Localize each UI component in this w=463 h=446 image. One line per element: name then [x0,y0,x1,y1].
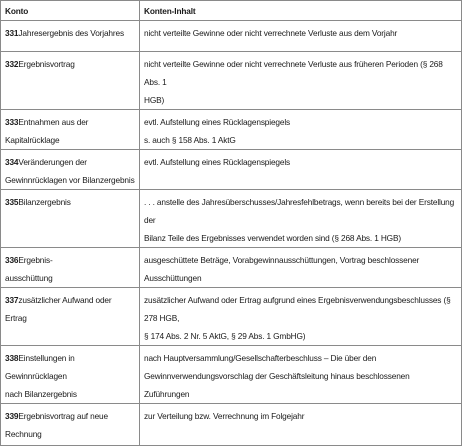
table-row [1,190,462,248]
account-content-line: Gewinnverwendungsvorschlag der Geschäftsleitung hinaus beschlossenen Zuführungen [144,371,410,399]
account-name: zusätzlicher Aufwand oder Ertrag [5,295,112,323]
table-row [1,21,462,52]
account-name-line [5,251,135,269]
account-name-line [5,425,135,443]
account-number: 332 [5,59,19,69]
account-number: 333 [5,117,19,127]
account-content-cell [140,190,462,248]
account-content-line: nicht verteilte Gewinne oder nicht verrechnete Verluste aus früheren Perioden (§ 268 Abs. 1 [144,59,443,87]
account-name-line [5,269,135,287]
account-cell [1,150,140,190]
account-content-cell [140,52,462,110]
account-number: 331 [5,28,19,38]
account-cell [1,404,140,446]
table-row [1,110,462,150]
account-content-cell [140,110,462,150]
account-content-line: § 174 Abs. 2 Nr. 5 AktG, § 29 Abs. 1 GmbHG) [144,331,306,341]
account-name-line [5,153,135,171]
table-row [1,248,462,288]
account-number: 334 [5,157,19,167]
account-cell [1,346,140,404]
table-row [1,346,462,404]
account-content-cell [140,150,462,190]
account-name-line [5,131,135,149]
account-content-line: . . . anstelle des Jahresüberschusses/Jahresfehlbetrags, wenn bereits bei der Erstellung der [144,197,455,225]
account-cell [1,248,140,288]
account-cell [1,21,140,52]
account-cell [1,190,140,248]
account-content-line: zur Verteilung bzw. Verrechnung im Folgejahr [144,411,305,421]
account-content-line: HGB) [144,95,165,105]
account-name-line [5,55,135,73]
table-row [1,52,462,110]
account-content-line: evtl. Aufstellung eines Rücklagenspiegels [144,157,291,167]
account-name: Rechnung [5,429,42,439]
account-name-line [5,385,135,403]
account-name-line [5,113,135,131]
account-name: Entnahmen aus der [18,117,89,127]
account-content-cell [140,288,462,346]
account-content-cell [140,248,462,288]
account-number: 335 [5,197,19,207]
account-content-cell [140,404,462,446]
account-name: ausschüttung [5,273,53,283]
column-header-konto: Konto [1,1,140,21]
table-header-row [1,1,462,21]
column-header-inhalt: Konten-Inhalt [140,1,462,21]
account-content-line: evtl. Aufstellung eines Rücklagenspiegels [144,117,291,127]
account-content-line: ausgeschüttete Beträge, Vorabgewinnausschüttungen, Vortrag beschlossener Ausschüttungen [144,255,420,283]
account-content-cell [140,21,462,52]
account-content-cell [140,346,462,404]
table-row [1,404,462,446]
account-content-line: Bilanz Teile des Ergebnisses verwendet worden sind (§ 268 Abs. 1 HGB) [144,233,401,243]
account-name-line [5,407,135,425]
table-row [1,150,462,190]
account-name: Ergebnisvortrag [18,59,75,69]
account-number: 336 [5,255,19,265]
account-content-line: nach Hauptversammlung/Gesellschafterbeschluss – Die über den [144,353,377,363]
account-name-line [5,24,135,42]
account-name: Veränderungen der [18,157,87,167]
account-content-line: zusätzlicher Aufwand oder Ertrag aufgrund eines Ergebnisverwendungsbeschlusses (§ 278 HGB, [144,295,451,323]
account-name: Bilanzergebnis [18,197,71,207]
account-name: nach Bilanzergebnis [5,389,77,399]
account-name-line [5,291,135,327]
account-name: Jahresergebnis des Vorjahres [18,28,124,38]
account-number: 339 [5,411,19,421]
account-number: 338 [5,353,19,363]
account-number: 337 [5,295,19,305]
account-name: Kapitalrücklage [5,135,60,145]
account-name: Ergebnis- [18,255,53,265]
account-content-line: s. auch § 158 Abs. 1 AktG [144,135,236,145]
account-name-line [5,193,135,211]
account-cell [1,110,140,150]
account-name: Ergebnisvortrag auf neue [18,411,108,421]
account-name: Einstellungen in Gewinnrücklagen [5,353,75,381]
account-name-line [5,171,135,189]
account-content-line: nicht verteilte Gewinne oder nicht verrechnete Verluste aus dem Vorjahr [144,28,398,38]
account-name-line [5,349,135,385]
account-cell [1,288,140,346]
account-name: Gewinnrücklagen vor Bilanzergebnis [5,175,135,185]
table-row [1,288,462,346]
account-cell [1,52,140,110]
